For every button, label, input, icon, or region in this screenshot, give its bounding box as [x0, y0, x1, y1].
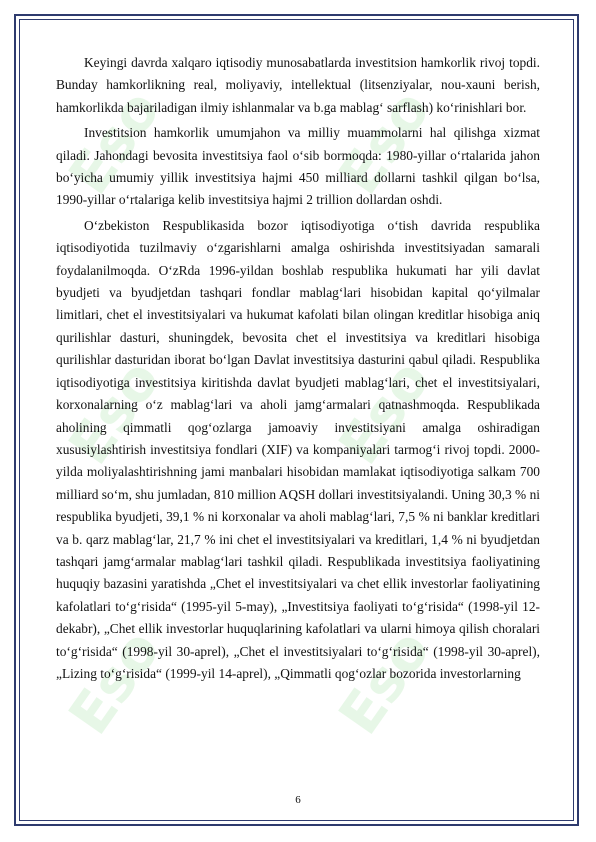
watermark-text: Eso	[56, 78, 174, 207]
page-number: 6	[295, 794, 301, 806]
watermark-text: Eso	[56, 348, 174, 477]
watermark-text: Eso	[326, 348, 444, 477]
paragraph: O‘zbekiston Respublikasida bozor iqtisodiyotiga o‘tish davrida respublika iqtisodiyotida tuzilmaviy o‘zgarishlarni amalga oshirishda investitsiyadan samarali foydalanilmoqda. O‘zRda 1996-yildan boshlab respublika hukumati har yili davlat byudjeti va byudjetdan tashqari fondlar mablag‘lari hisobidan kapital qo‘yilmalar limitlari, chet el investitsiyalari va hukumat kafolati bilan olingan kreditlar hisobiga aniq qurilishlar dasturi, shuningdek, bevosita chet el investitsiya va kreditlari hisobiga qurilishlar dasturidan iborat bo‘lgan Davlat investitsiya dasturini qabul qiladi. Respublika iqtisodiyotiga investitsiya kiritishda davlat byudjeti mablag‘lari, chet el investitsiyalari, korxonalarning o‘z mablag‘lari va aholi jamg‘armalari qatnashmoqda. Respublikada aholining qimmatli qog‘ozlarga jamoaviy investitsiyani amalga oshiradigan xususiylashtirish investitsiya fondlari (XIF) va kompaniyalari tarmog‘i rivoj topdi. 2000-yilda moliyalashtirishning jami manbalari hisobidan mamlakat iqtisodiyotiga salkam 700 milliard so‘m, shu jumladan, 810 million AQSH dollari investitsiyalandi. Uning 30,3 % ni respublika byudjeti, 39,1 % ni korxonalar va aholi mablag‘lari, 7,5 % ni banklar kreditlari va b. qarz mablag‘lar, 21,7 % ini chet el investitsiyalari va kreditlari, 1,4 % ni byudjetdan tashqari jamg‘armalar mablag‘lari tashkil qiladi. Respublikada investitsiya faoliyatining huquqiy bazasini yaratishda „Chet el investitsiyalari va chet ellik investorlar faoliyatining kafolatlari to‘g‘risida“ (1995-yil 5-may), „Investitsiya faoliyati to‘g‘risida“ (1998-yil 12-dekabr), „Chet ellik investorlar huquqlarining kafolatlari va ularni himoya qilish choralari to‘g‘risida“ (1998-yil 30-aprel), „Chet el investitsiyalari to‘g‘risida“ (1998-yil 30-aprel), „Lizing to‘g‘risida“ (1999-yil 14-aprel), „Qimmatli qog‘ozlar bozorida investorlarning	[56, 217, 540, 681]
paragraph: Investitsion hamkorlik umumjahon va milliy muammolarni hal qilishga xizmat qiladi. Jahondagi bevosita investitsiya faol o‘sib bormoqda: 1980-yillar o‘rtalarida jahon bo‘yicha umumiy yillik investitsiya hajmi 450 milliard dollarni tashkil qilgan bo‘lsa, 1990-yillar o‘rtalariga kelib investitsiya hajmi 2 trillion dollardan oshdi.	[56, 125, 540, 208]
watermark-text: Eso	[326, 618, 444, 747]
watermark-text: Eso	[56, 618, 174, 747]
body-text	[56, 52, 540, 688]
paragraph: Keyingi davrda xalqaro iqtisodiy munosabatlarda investitsion hamkorlik rivoj topdi. Bunday hamkorlikning real, moliyaviy, intellektual (litsenziyalar, nou-xauni berish, hamkorlikda bajariladigan ilmiy ishlanmalar va b.ga mablag‘ sarflash) ko‘rinishlari bor.	[56, 55, 540, 115]
watermark-text: Eso	[326, 78, 444, 207]
